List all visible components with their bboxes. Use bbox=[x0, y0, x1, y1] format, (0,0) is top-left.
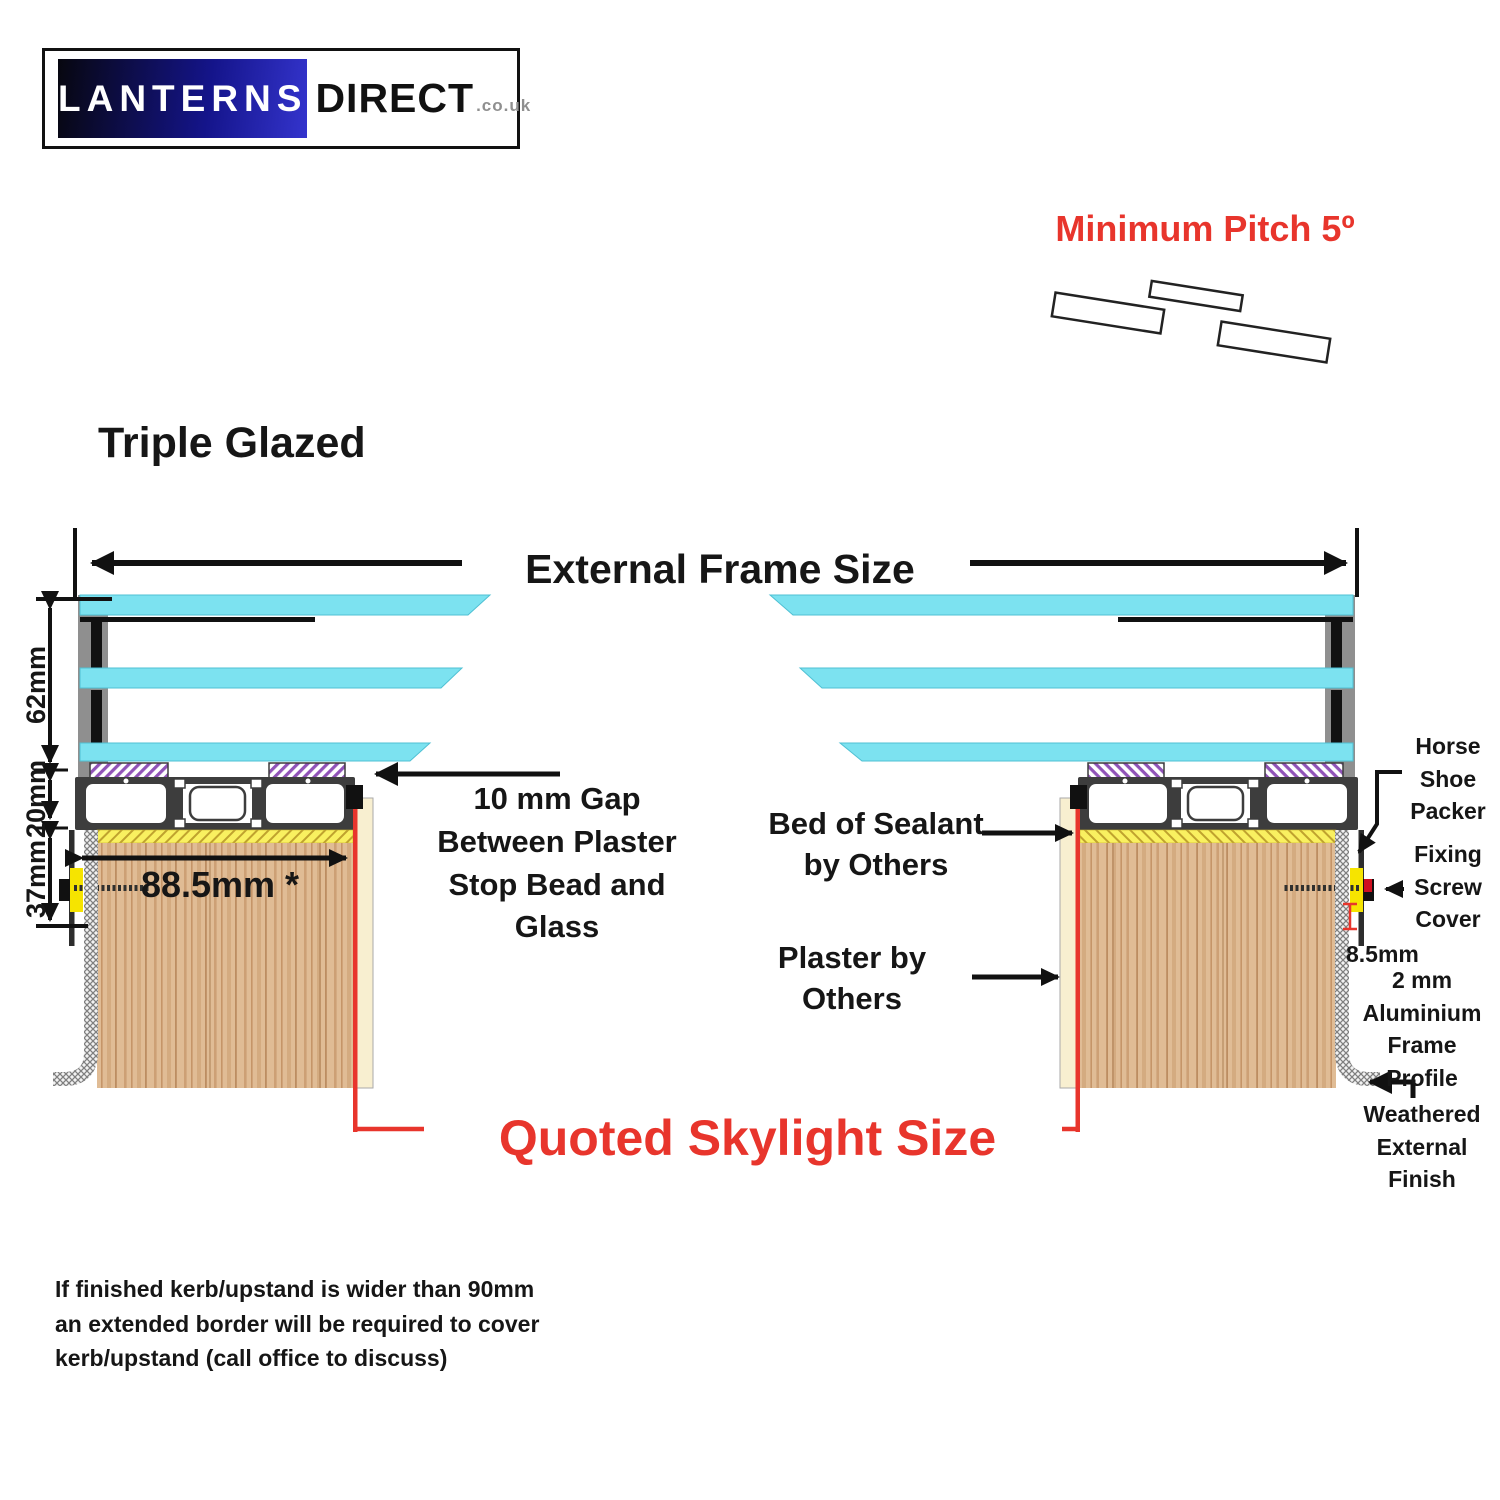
brand-name-bold: DIRECT bbox=[315, 75, 475, 121]
plaster-annotation: Plaster by Others bbox=[777, 940, 927, 1016]
brand-badge bbox=[58, 59, 307, 138]
gap-annotation: 10 mm Gap Between Plaster Stop Bead and Glass bbox=[437, 781, 677, 945]
dim-border: 88.5mm * bbox=[140, 864, 300, 905]
brand-tld: .co.uk bbox=[476, 95, 532, 115]
kerb-width-footnote: If finished kerb/upstand is wider than 90mm an extended border will be required to cover kerb/upstand (call office to discuss) bbox=[55, 1276, 540, 1371]
dim-profile: 20mm bbox=[21, 759, 51, 839]
brand-name: LANTERNS bbox=[58, 77, 308, 119]
minimum-pitch-title: Minimum Pitch 5º bbox=[1055, 208, 1355, 249]
dim-screw-offset: 8.5mm bbox=[1346, 941, 1419, 967]
glazing-title: Triple Glazed bbox=[98, 419, 366, 467]
brand-logo bbox=[42, 48, 532, 149]
frame-profile-annotation: 2 mm Aluminium Frame Profile bbox=[1362, 967, 1482, 1091]
horse-shoe-packer-annotation: Horse Shoe Packer bbox=[1410, 733, 1486, 825]
sealant-annotation: Bed of Sealant by Others bbox=[768, 806, 984, 882]
dim-glass-stack: 62mm bbox=[21, 645, 51, 725]
weathered-finish-annotation: Weathered External Finish bbox=[1363, 1101, 1481, 1193]
quoted-skylight-size-label: Quoted Skylight Size bbox=[498, 1110, 997, 1166]
dim-upstand: 37mm bbox=[21, 839, 51, 919]
external-frame-label: External Frame Size bbox=[525, 546, 915, 592]
fixing-screw-cover-annotation: Fixing Screw Cover bbox=[1414, 841, 1482, 933]
